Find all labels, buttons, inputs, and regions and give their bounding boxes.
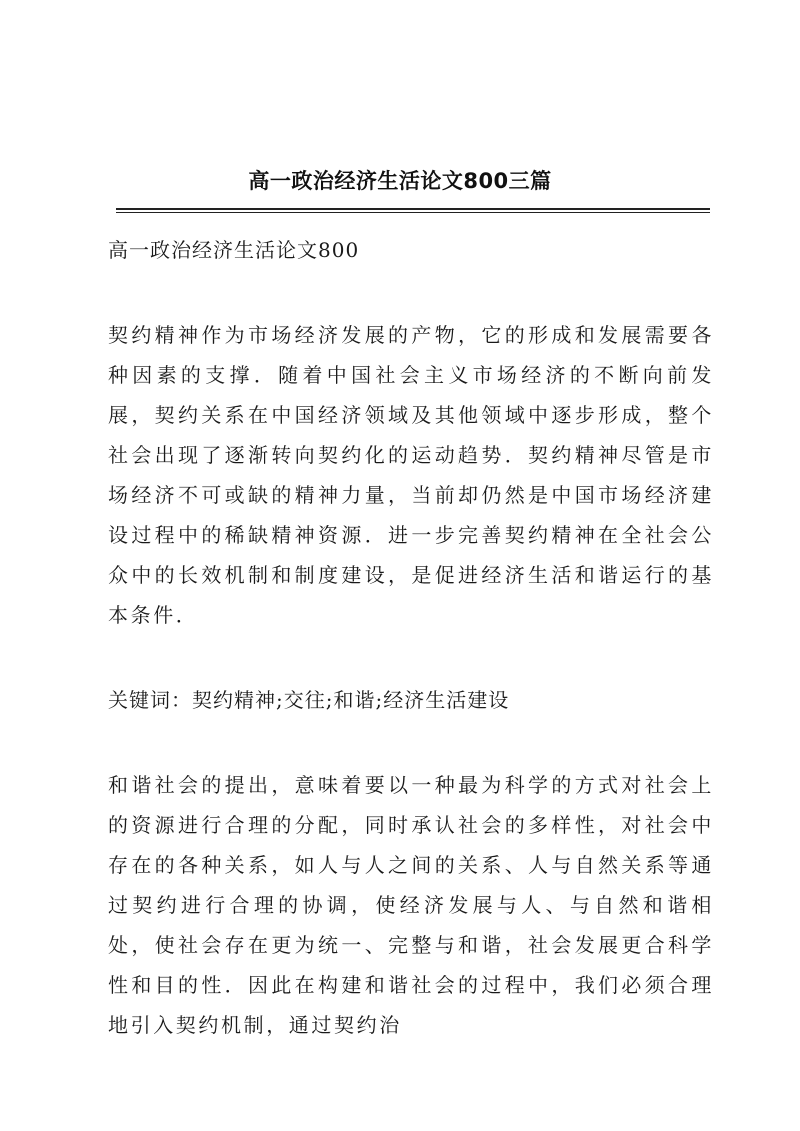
body-paragraph: 和谐社会的提出，意味着要以一种最为科学的方式对社会上的资源进行合理的分配，同时承认社会的多样性，对社会中存在的各种关系，如人与人之间的关系、人与自然关系等通过契约进行合理的协调，使经济发展与人、与自然和谐相处，使社会存在更为统一、完整与和谐，社会发展更合科学性和目的性．因此在构建和谐社会的过程中，我们必须合理地引入契约机制，通过契约治	[108, 773, 714, 1037]
keywords-line: 关键词：契约精神;交往;和谐;经济生活建设	[108, 688, 510, 712]
abstract-paragraph: 契约精神作为市场经济发展的产物，它的形成和发展需要各种因素的支撑．随着中国社会主义市场经济的不断向前发展，契约关系在中国经济领域及其他领域中逐步形成，整个社会出现了逐渐转向契约化的运动趋势．契约精神尽管是市场经济不可或缺的精神力量，当前却仍然是中国市场经济建设过程中的稀缺精神资源．进一步完善契约精神在全社会公众中的长效机制和制度建设，是促进经济生活和谐运行的基本条件．	[108, 323, 714, 627]
section-heading: 高一政治经济生活论文800	[108, 238, 360, 262]
document-title: 高一政治经济生活论文800三篇	[248, 169, 552, 193]
document-body	[108, 230, 714, 1090]
title-divider	[116, 208, 710, 213]
